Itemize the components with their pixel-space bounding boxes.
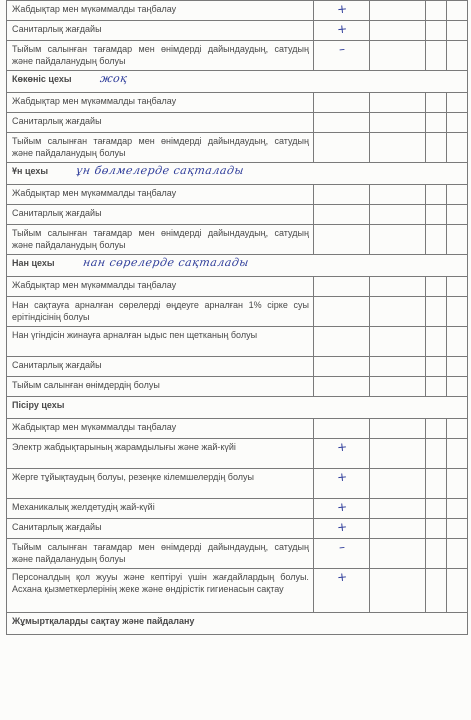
checklist-table	[6, 0, 468, 635]
section-row	[7, 163, 468, 185]
assessment-cell	[369, 439, 425, 469]
assessment-cell	[446, 569, 467, 613]
criterion-text: Жерге тұйықтаудың болуы, резеңке кілемшелердің болуы	[7, 469, 314, 499]
assessment-cell	[425, 499, 446, 519]
section-row	[7, 613, 468, 635]
assessment-cell	[313, 377, 369, 397]
assessment-cell	[369, 277, 425, 297]
assessment-cell	[369, 377, 425, 397]
section-title: Пісіру цехы	[12, 400, 65, 410]
assessment-cell	[446, 327, 467, 357]
assessment-cell	[425, 297, 446, 327]
checklist-row	[7, 1, 468, 21]
checklist-row	[7, 439, 468, 469]
checklist-row	[7, 21, 468, 41]
checklist-row	[7, 569, 468, 613]
assessment-cell	[313, 539, 369, 569]
assessment-cell	[446, 377, 467, 397]
assessment-cell	[313, 499, 369, 519]
assessment-cell	[369, 539, 425, 569]
criterion-text: Тыйым салынған тағамдар мен өнімдерді дайындаудың, сатудың және пайдаланудың болуы	[7, 41, 314, 71]
assessment-cell	[425, 21, 446, 41]
checklist-row	[7, 357, 468, 377]
assessment-cell	[369, 327, 425, 357]
assessment-cell	[446, 113, 467, 133]
assessment-cell	[313, 21, 369, 41]
assessment-cell	[369, 205, 425, 225]
section-heading	[7, 163, 468, 185]
checklist-row	[7, 377, 468, 397]
assessment-cell	[369, 21, 425, 41]
assessment-cell	[446, 41, 467, 71]
assessment-cell	[313, 277, 369, 297]
assessment-cell	[425, 1, 446, 21]
criterion-text: Санитарлық жағдайы	[7, 113, 314, 133]
section-heading	[7, 613, 468, 635]
assessment-cell	[313, 469, 369, 499]
section-title: Жұмыртқаларды сақтау және пайдалану	[12, 616, 195, 626]
assessment-cell	[369, 499, 425, 519]
section-heading	[7, 255, 468, 277]
criterion-text: Жабдықтар мен мүкәммалды таңбалау	[7, 1, 314, 21]
criterion-text: Тыйым салынған тағамдар мен өнімдерді дайындаудың, сатудың және пайдаланудың болуы	[7, 225, 314, 255]
handwritten-mark: +	[336, 21, 348, 37]
handwritten-note: ұн бөлмелерде сақталады	[75, 164, 245, 177]
criterion-text: Санитарлық жағдайы	[7, 205, 314, 225]
assessment-cell	[425, 419, 446, 439]
checklist-row	[7, 277, 468, 297]
assessment-cell	[446, 469, 467, 499]
assessment-cell	[446, 21, 467, 41]
criterion-text: Нан үгіндісін жинауға арналған ыдыс пен щетканың болуы	[7, 327, 314, 357]
assessment-cell	[446, 133, 467, 163]
assessment-cell	[446, 1, 467, 21]
section-title: Ұн цехы	[12, 166, 49, 176]
section-heading	[7, 397, 468, 419]
checklist-row	[7, 225, 468, 255]
checklist-row	[7, 93, 468, 113]
handwritten-mark: +	[336, 519, 348, 535]
handwritten-mark: –	[338, 539, 346, 555]
assessment-cell	[369, 469, 425, 499]
assessment-cell	[425, 113, 446, 133]
assessment-cell	[369, 297, 425, 327]
criterion-text: Нан сақтауға арналған сөрелерді өңдеуге арналған 1% сірке суы ерітіндісінің болуы	[7, 297, 314, 327]
section-title: Нан цехы	[12, 258, 55, 268]
assessment-cell	[369, 113, 425, 133]
assessment-cell	[313, 297, 369, 327]
assessment-cell	[369, 357, 425, 377]
criterion-text: Тыйым салынған өнімдердің болуы	[7, 377, 314, 397]
assessment-cell	[425, 519, 446, 539]
section-heading	[7, 71, 468, 93]
criterion-text: Санитарлық жағдайы	[7, 357, 314, 377]
handwritten-mark: +	[336, 569, 348, 585]
assessment-cell	[425, 327, 446, 357]
criterion-text: Жабдықтар мен мүкәммалды таңбалау	[7, 185, 314, 205]
assessment-cell	[313, 185, 369, 205]
criterion-text: Жабдықтар мен мүкәммалды таңбалау	[7, 93, 314, 113]
assessment-cell	[369, 41, 425, 71]
criterion-text: Санитарлық жағдайы	[7, 519, 314, 539]
assessment-cell	[425, 133, 446, 163]
assessment-cell	[446, 205, 467, 225]
checklist-row	[7, 539, 468, 569]
assessment-cell	[313, 439, 369, 469]
assessment-cell	[425, 225, 446, 255]
checklist-row	[7, 419, 468, 439]
assessment-cell	[425, 539, 446, 569]
assessment-cell	[446, 499, 467, 519]
handwritten-mark: +	[336, 439, 348, 455]
handwritten-mark: +	[336, 469, 348, 485]
criterion-text: Санитарлық жағдайы	[7, 21, 314, 41]
checklist-row	[7, 205, 468, 225]
checklist-row	[7, 297, 468, 327]
assessment-cell	[369, 93, 425, 113]
assessment-cell	[425, 41, 446, 71]
assessment-cell	[313, 41, 369, 71]
criterion-text: Жабдықтар мен мүкәммалды таңбалау	[7, 277, 314, 297]
handwritten-mark: +	[336, 1, 348, 17]
handwritten-note: жоқ	[98, 72, 128, 85]
handwritten-mark: +	[336, 499, 348, 515]
assessment-cell	[425, 377, 446, 397]
assessment-cell	[446, 297, 467, 327]
assessment-cell	[313, 225, 369, 255]
assessment-cell	[369, 519, 425, 539]
checklist-row	[7, 499, 468, 519]
criterion-text: Электр жабдықтарының жарамдылығы және жай-күйі	[7, 439, 314, 469]
assessment-cell	[369, 569, 425, 613]
assessment-cell	[425, 439, 446, 469]
section-row	[7, 255, 468, 277]
handwritten-note: нан сөрелерде сақталады	[81, 256, 250, 269]
assessment-cell	[446, 539, 467, 569]
assessment-cell	[313, 133, 369, 163]
checklist-row	[7, 185, 468, 205]
assessment-cell	[313, 519, 369, 539]
checklist-row	[7, 41, 468, 71]
checklist-row	[7, 469, 468, 499]
assessment-cell	[425, 357, 446, 377]
assessment-cell	[446, 225, 467, 255]
assessment-cell	[369, 419, 425, 439]
assessment-cell	[446, 419, 467, 439]
assessment-cell	[425, 469, 446, 499]
assessment-cell	[446, 439, 467, 469]
assessment-cell	[313, 327, 369, 357]
assessment-cell	[369, 1, 425, 21]
assessment-cell	[425, 185, 446, 205]
assessment-cell	[446, 519, 467, 539]
criterion-text: Механикалық желдетудің жай-күйі	[7, 499, 314, 519]
checklist-row	[7, 113, 468, 133]
assessment-cell	[425, 277, 446, 297]
assessment-cell	[446, 93, 467, 113]
section-row	[7, 71, 468, 93]
assessment-cell	[446, 277, 467, 297]
assessment-cell	[313, 1, 369, 21]
assessment-cell	[313, 569, 369, 613]
section-row	[7, 397, 468, 419]
checklist-row	[7, 519, 468, 539]
assessment-cell	[425, 93, 446, 113]
section-title: Көкөніс цехы	[12, 74, 72, 84]
assessment-cell	[369, 133, 425, 163]
assessment-cell	[313, 357, 369, 377]
assessment-cell	[313, 419, 369, 439]
assessment-cell	[313, 205, 369, 225]
criterion-text: Жабдықтар мен мүкәммалды таңбалау	[7, 419, 314, 439]
criterion-text: Тыйым салынған тағамдар мен өнімдерді дайындаудың, сатудың және пайдаланудың болуы	[7, 539, 314, 569]
assessment-cell	[369, 185, 425, 205]
assessment-cell	[313, 93, 369, 113]
handwritten-mark: –	[338, 41, 346, 57]
checklist-row	[7, 327, 468, 357]
assessment-cell	[446, 357, 467, 377]
assessment-cell	[446, 185, 467, 205]
assessment-cell	[425, 205, 446, 225]
criterion-text: Персоналдың қол жууы және кептіруі үшін жағдайлардың болуы. Асхана қызметкерлерінің жеке және өндірістік гигиенасын сақтау	[7, 569, 314, 613]
assessment-cell	[369, 225, 425, 255]
assessment-cell	[425, 569, 446, 613]
criterion-text: Тыйым салынған тағамдар мен өнімдерді дайындаудың, сатудың және пайдаланудың болуы	[7, 133, 314, 163]
assessment-cell	[313, 113, 369, 133]
checklist-row	[7, 133, 468, 163]
